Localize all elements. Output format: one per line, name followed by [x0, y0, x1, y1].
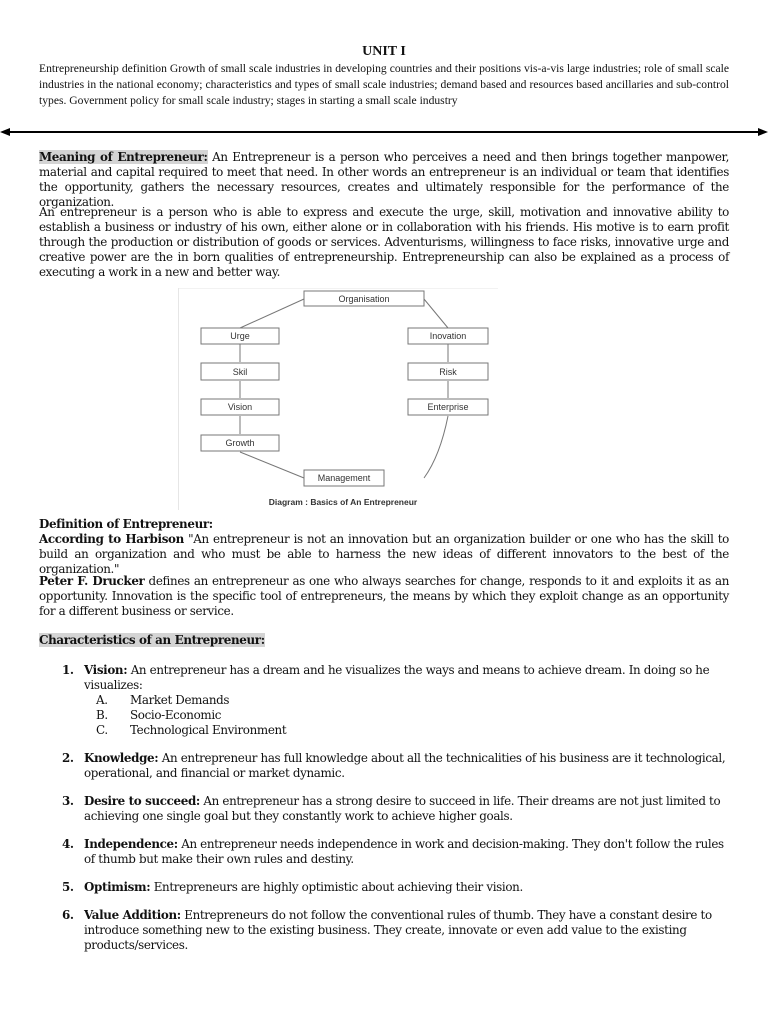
list-item [62, 837, 732, 867]
diagram-node-vision [201, 399, 279, 415]
list-item-title: Knowledge: [84, 751, 159, 765]
sub-item: C. Technological Environment [96, 723, 287, 737]
list-item [62, 794, 732, 824]
list-item [62, 663, 732, 738]
list-number: 2. [62, 751, 74, 765]
diagram-label-growth: Growth [225, 438, 255, 448]
meaning-text: An Entrepreneur is a person who perceives a need and then brings together manpower, material and capital required to meet that need. In other words an entrepreneur is an individual or team that identifies the opportunity, gathers the necessary resources, creates and ultimately responsible for the performance of the organization. [39, 150, 729, 209]
harbison-label: According to Harbison [39, 532, 184, 546]
list-item-text: Entrepreneurs do not follow the conventional rules of thumb. They have a constant desire to introduce something new to the existing business. They create, innovate or even add value to the existing products/services. [84, 908, 712, 952]
meaning-heading: Meaning of Entrepreneur: [39, 150, 208, 164]
diagram-node-enterprise [408, 399, 488, 415]
definition-heading: Definition of Entrepreneur: [39, 517, 213, 531]
diagram-label-skil: Skil [232, 367, 248, 377]
unit-description: Entrepreneurship definition Growth of small scale industries in developing countries and their positions vis-a-vis large industries; role of small scale industries in the national economy; characteristics and types of small scale industries; demand based and resources based ancillaries and sub-control types. Government policy for small scale industry; stages in starting a small scale industry [39, 62, 729, 107]
diagram-label-vision: Vision [227, 402, 253, 412]
diagram-label-urge: Urge [230, 331, 250, 341]
list-item-title: Optimism: [84, 880, 151, 894]
list-item-text: An entrepreneur has a dream and he visualizes the ways and means to achieve dream. In doing so he visualizes: [84, 663, 710, 692]
diagram-node-urge [201, 328, 279, 344]
diagram-caption: Diagram : Basics of An Entrepreneur [268, 497, 418, 507]
drucker-text: defines an entrepreneur as one who always searches for change, responds to it and exploits it as an opportunity. Innovation is the specific tool of entrepreneurs, the means by which they exploit change as an opportunity for a different business or service. [39, 574, 729, 618]
diagram-node-growth [201, 435, 279, 451]
sub-item: A. Market Demands [96, 693, 230, 707]
list-item-title: Value Addition: [84, 908, 181, 922]
vision-sublist [84, 693, 732, 738]
list-item [62, 908, 732, 953]
definition-block [39, 517, 729, 577]
list-item-text: Entrepreneurs are highly optimistic about achieving their vision. [150, 880, 523, 894]
diagram-node-organisation [304, 291, 424, 306]
drucker-paragraph [39, 574, 729, 619]
characteristics-list [62, 663, 732, 966]
unit-title: UNIT I [362, 44, 406, 59]
list-item-title: Desire to succeed: [84, 794, 200, 808]
diagram-label-enterprise: Enterprise [427, 402, 469, 412]
diagram-node-management [304, 470, 384, 486]
diagram-node-skil [201, 363, 279, 380]
list-number: 6. [62, 908, 74, 922]
list-item-text: An entrepreneur has full knowledge about all the technicalities of his business are it technological, operational, and financial or market dynamic. [84, 751, 726, 780]
diagram-label-risk: Risk [439, 367, 457, 377]
diagram-label-management: Management [317, 473, 371, 483]
list-item [62, 880, 732, 895]
entrepreneur-paragraph: An entrepreneur is a person who is able to express and execute the urge, skill, motivation and innovative ability to establish a business or industry of his own, either alone or in collaboration with his friends. His motive is to earn profit through the production or distribution of goods or services. Adventurisms, willingness to face risks, innovative urge and creative power are the in born qualities of entrepreneurship. Entrepreneurship can also be explained as a process of executing a work in a new and better way. [39, 205, 729, 279]
characteristics-heading: Characteristics of an Entrepreneur: [39, 633, 265, 647]
entrepreneur-diagram [178, 288, 498, 510]
list-item-text: An entrepreneur needs independence in work and decision-making. They don't follow the rules of thumb but make their own rules and destiny. [84, 837, 724, 866]
list-number: 4. [62, 837, 74, 851]
drucker-label: Peter F. Drucker [39, 574, 145, 588]
diagram-label-inovation: Inovation [429, 331, 467, 341]
diagram-node-inovation [408, 328, 488, 344]
list-item-title: Vision: [84, 663, 128, 677]
harbison-quote: "An entrepreneur is not an innovation but an organization builder or one who has the skill to build an organization and who must be able to harness the new ideas of different innovators to the best of the organization." [39, 532, 729, 576]
list-number: 1. [62, 663, 74, 677]
list-item-text: An entrepreneur has a strong desire to succeed in life. Their dreams are not just limited to achieving one single goal but they constantly work to achieve higher goals. [84, 794, 721, 823]
list-item [62, 751, 732, 781]
diagram-node-risk [408, 363, 488, 380]
list-number: 3. [62, 794, 74, 808]
characteristics-heading-row [39, 633, 729, 648]
list-item-title: Independence: [84, 837, 178, 851]
diagram-label-organisation: Organisation [338, 294, 390, 304]
list-number: 5. [62, 880, 74, 894]
double-arrow-divider [0, 123, 768, 141]
meaning-paragraph [39, 150, 729, 210]
sub-item: B. Socio-Economic [96, 708, 222, 722]
